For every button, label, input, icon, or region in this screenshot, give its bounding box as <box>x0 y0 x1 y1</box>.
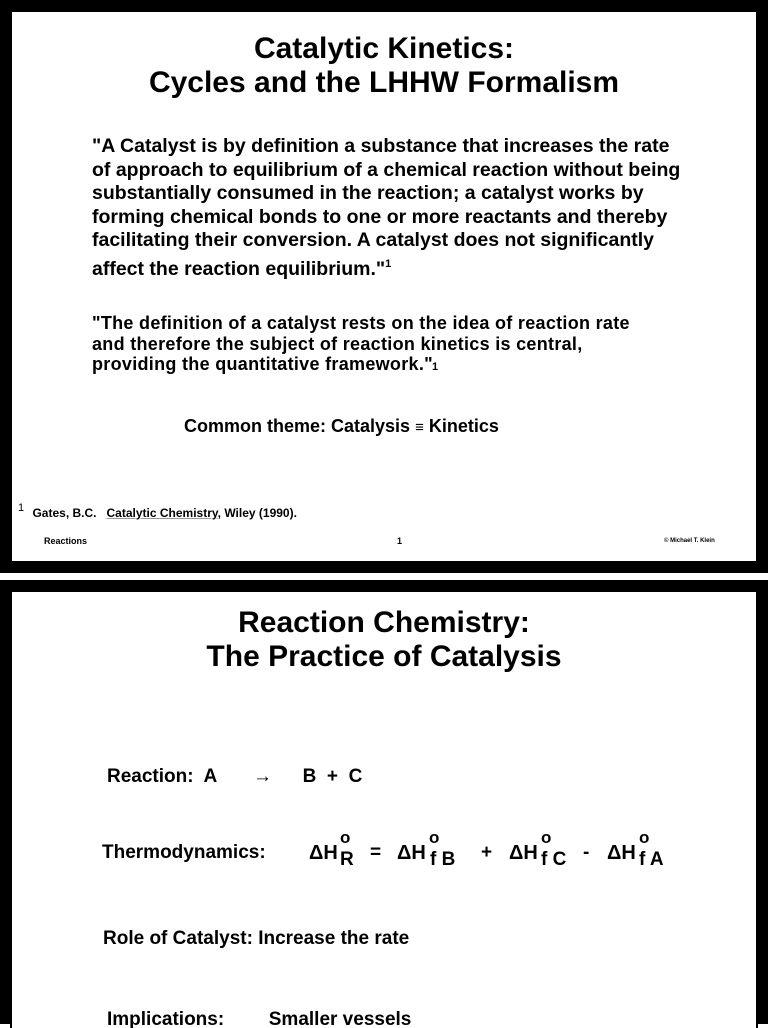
plus-sign: + <box>481 842 493 863</box>
quote-1-line-3: substantially consumed in the reaction; a catalyst works by <box>92 182 644 204</box>
quote-1-line-6 <box>92 253 720 282</box>
slide-2 <box>0 580 768 1028</box>
quote-1-line-2: of approach to equilibrium of a chemical reaction without being <box>92 158 681 181</box>
common-theme-kinetics: Kinetics <box>428 416 499 436</box>
footnote-author: Gates, B.C. <box>32 506 97 520</box>
quote-kinetics-central <box>92 313 720 375</box>
minus-sign: - <box>583 842 590 863</box>
footer-page-number: 1 <box>397 536 403 546</box>
delta-h-formation-c: ΔH <box>509 842 538 864</box>
quote-1-line-5: facilitating their conversion. A catalyst does not significantly <box>92 229 655 251</box>
slide-1-content <box>10 10 758 563</box>
quote-2-line-2: and therefore the subject of reaction kinetics is central, <box>92 333 583 354</box>
standard-state-mark: o <box>639 828 650 847</box>
thermodynamics-equation <box>102 828 672 882</box>
quote-1-line-6-text: affect the reaction equilibrium." <box>92 257 386 280</box>
quote-2-line-3-text: providing the quantitative framework." <box>92 354 433 374</box>
subscript-fb: f B <box>430 849 456 870</box>
common-theme <box>184 416 499 437</box>
quote-2-line-3 <box>92 354 720 375</box>
slide-1-title <box>12 32 756 100</box>
quote-1-line-4: forming chemical bonds to one or more reactants and thereby <box>92 205 668 228</box>
implications-value: Smaller vessels <box>268 1009 412 1028</box>
quote-1-line-1: "A Catalyst is by definition a substance that increases the rate <box>92 135 670 157</box>
quote-2-line-1: "The definition of a catalyst rests on the idea of reaction rate <box>92 313 630 333</box>
delta-h-reaction: ΔH <box>309 842 338 864</box>
slide-2-content <box>10 590 758 1028</box>
equivalence-symbol: ≡ <box>415 419 424 436</box>
subscript-fc: f C <box>541 849 567 870</box>
delta-h-formation-a: ΔH <box>607 842 636 864</box>
reaction-plus: + <box>326 766 338 787</box>
footnote-mark: 1 <box>385 257 392 270</box>
slide-2-title-line-2: The Practice of Catalysis <box>206 640 562 673</box>
delta-h-formation-b: ΔH <box>397 842 426 864</box>
slide-2-title <box>12 606 756 674</box>
subscript-fa: f A <box>639 849 664 870</box>
slide-1-title-line-2: Cycles and the LHHW Formalism <box>148 66 620 99</box>
footnote <box>18 502 297 520</box>
quote-catalyst-definition <box>92 135 720 281</box>
footnote-book: Catalytic Chemistry <box>106 506 218 520</box>
footnote-publisher: , Wiley (1990). <box>217 506 297 520</box>
footer-course: Reactions <box>44 536 88 546</box>
catalyst-role: Role of Catalyst: Increase the rate <box>103 928 410 949</box>
standard-state-mark: o <box>340 828 351 847</box>
reaction-label: Reaction: <box>107 766 194 787</box>
common-theme-label: Common theme: Catalysis <box>184 416 411 436</box>
standard-state-mark: o <box>541 828 552 847</box>
reaction-product-c: C <box>348 766 363 787</box>
footnote-number: 1 <box>18 502 25 514</box>
reaction-product-b: B <box>302 766 317 787</box>
reaction-reactant: A <box>203 766 217 787</box>
reaction-equation <box>107 766 362 788</box>
thermodynamics-label: Thermodynamics: <box>102 842 266 863</box>
footnote-mark-2: 1 <box>432 361 439 373</box>
equals-sign: = <box>370 842 382 863</box>
implications-label: Implications: <box>107 1009 225 1028</box>
subscript-r: R <box>340 849 354 870</box>
reaction-arrow: → <box>253 766 273 787</box>
footer-copyright: © Michael T. Klein <box>664 538 715 544</box>
standard-state-mark: o <box>429 828 440 847</box>
slide-2-title-line-1: Reaction Chemistry: <box>238 606 530 639</box>
slide-1-title-line-1: Catalytic Kinetics: <box>253 32 515 65</box>
implications <box>107 1009 411 1028</box>
